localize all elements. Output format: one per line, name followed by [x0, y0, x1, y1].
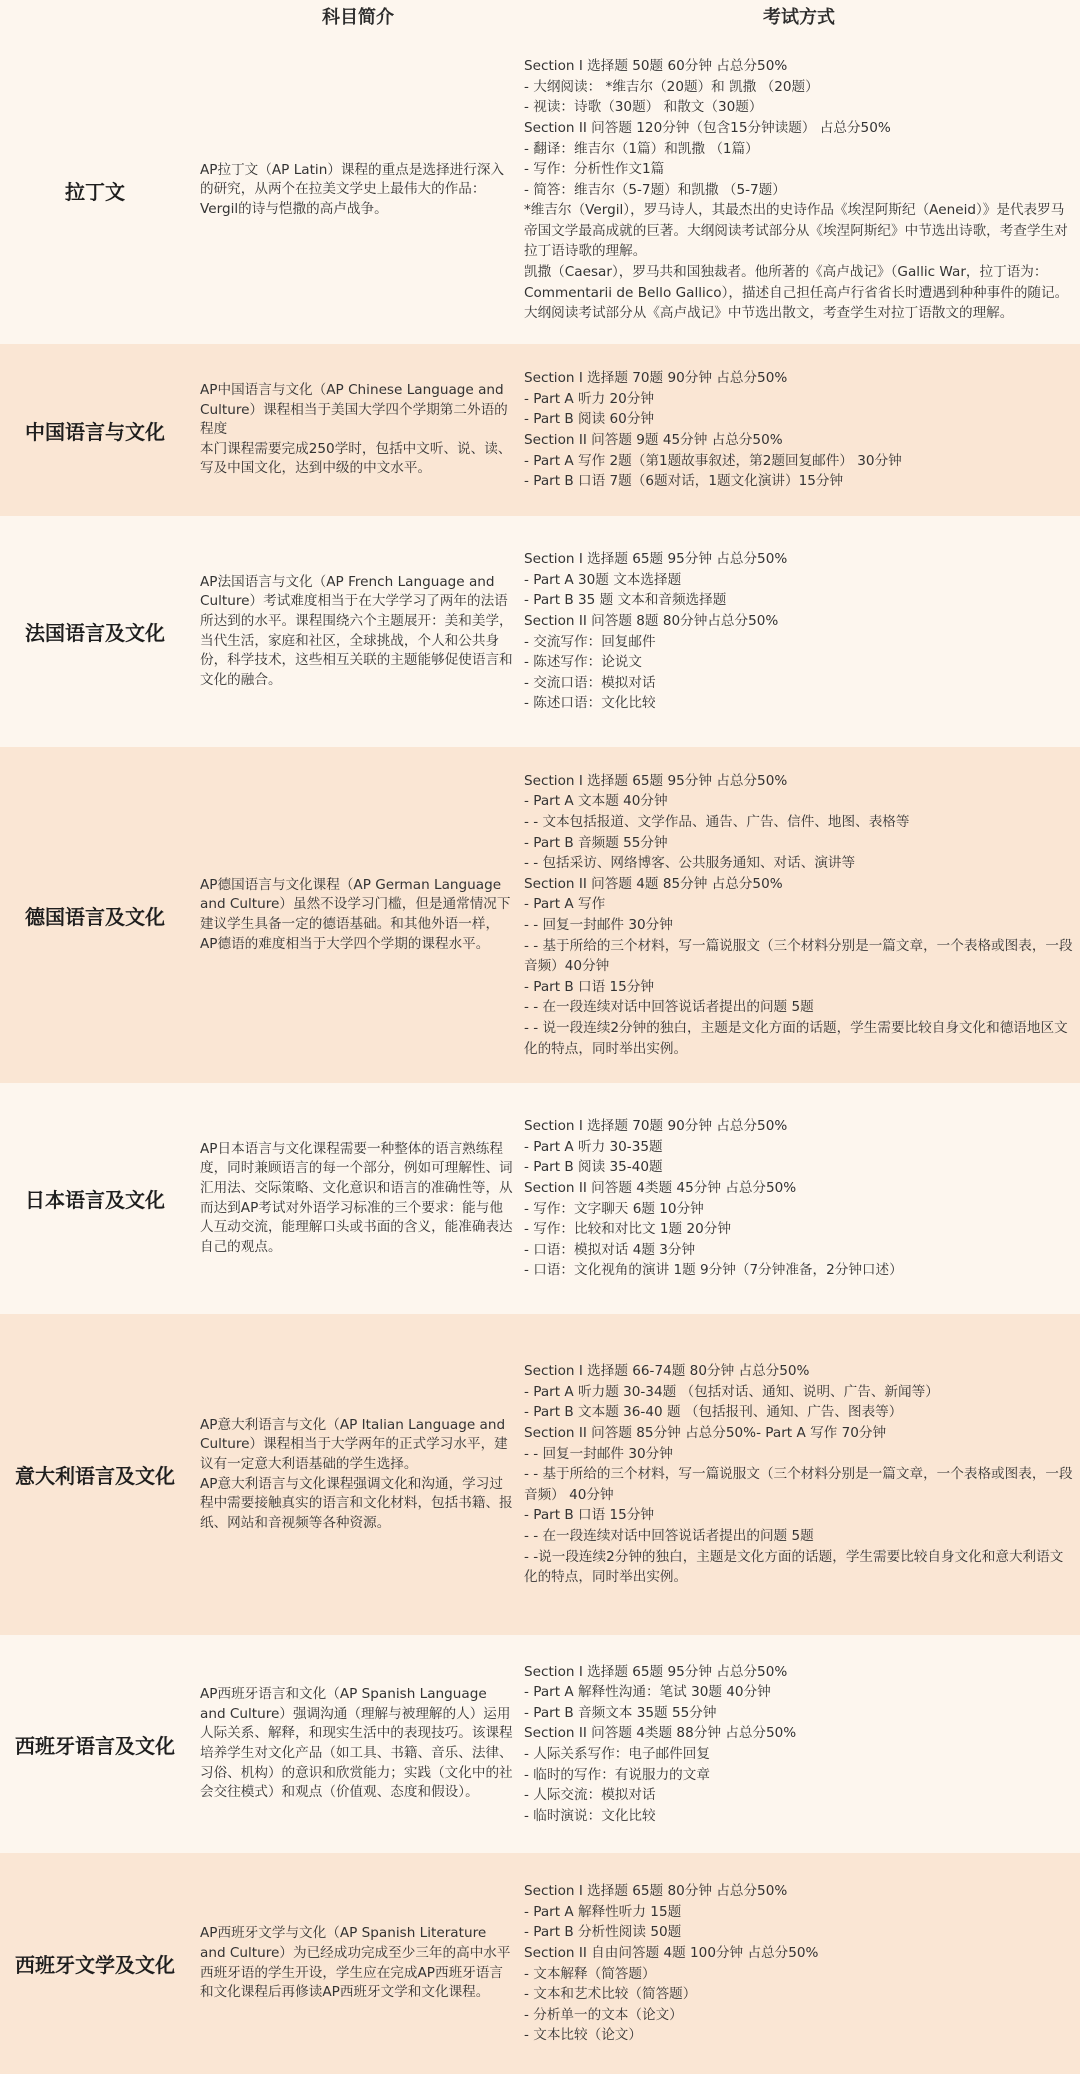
- exam-line: - 写作：文字聊天 6题 10分钟: [524, 1200, 704, 1217]
- exam-line: - Part B 口语 15分钟: [524, 978, 655, 995]
- exam-line: - 文本和艺术比较（简答题）: [524, 1986, 697, 2003]
- table-row: [0, 1314, 1080, 1635]
- exam-line: - Part A 写作: [524, 896, 606, 913]
- exam-line: - Part B 阅读 35-40题: [524, 1159, 663, 1176]
- exam-line: - Part B 分析性阅读 50题: [524, 1924, 682, 1941]
- exam-line: - 文本比较（论文）: [524, 2027, 642, 2044]
- exam-line: - 口语：文化视角的演讲 1题 9分钟（7分钟准备，2分钟口述）: [524, 1262, 903, 1279]
- header-exam: 考试方式: [763, 7, 835, 28]
- exam-line: - Part A 听力 30-35题: [524, 1138, 663, 1155]
- exam-line: - Part A 听力题 30-34题 （包括对话、通知、说明、广告、新闻等）: [524, 1383, 939, 1400]
- subject-name: 法国语言及文化: [25, 621, 165, 645]
- exam-line: - - 回复一封邮件 30分钟: [524, 917, 673, 933]
- exam-line: Section II 问答题 9题 45分钟 占总分50%: [524, 432, 783, 448]
- exam-format: [524, 36, 1074, 344]
- exam-line: - 写作：分析性作文1篇: [524, 161, 665, 178]
- exam-line: - - 文本包括报道、文学作品、通告、广告、信件、地图、表格等: [524, 814, 910, 831]
- subject-name: 中国语言与文化: [25, 419, 165, 444]
- subject-name: 日本语言及文化: [25, 1188, 165, 1212]
- exam-line: Section II 问答题 4类题 45分钟 占总分50%: [524, 1179, 797, 1196]
- exam-line: *维吉尔（Vergil），罗马诗人，其最杰出的史诗作品《埃涅阿斯纪（Aeneid）》是代表罗马帝国文学最高成就的巨著。大纲阅读考试部分从《埃涅阿斯纪》中节选出诗歌，考查学生对拉丁语诗歌的理解。: [524, 202, 1068, 260]
- subject-intro: AP法国语言与文化（AP French Language and Culture）考试难度相当于在大学学习了两年的法语所达到的水平。课程围绕六个主题展开：美和美学，当代生活，家庭和社区，全球挑战，个人和公共身份，科学技术，这些相互关联的主题能够促使语言和文化的融合。: [200, 573, 513, 688]
- exam-line: - - 回复一封邮件 30分钟: [524, 1445, 673, 1462]
- subject-intro: AP德国语言与文化课程（AP German Language and Culture）虽然不设学习门槛，但是通常情况下建议学生具备一定的德语基础。和其他外语一样，AP德语的难度相当于大学四个学期的课程水平。: [200, 876, 511, 952]
- exam-line: - 临时演说：文化比较: [524, 1807, 656, 1824]
- exam-line: - 陈述写作：论说文: [524, 654, 642, 671]
- header-intro: 科目简介: [322, 7, 394, 28]
- exam-line: - - 基于所给的三个材料，写一篇说服文（三个材料分别是一篇文章，一个表格或图表，一段音频） 40分钟: [524, 1466, 1073, 1503]
- exam-line: - Part B 口语 15分钟: [524, 1507, 655, 1524]
- subject-intro: AP日本语言与文化课程需要一种整体的语言熟练程度，同时兼顾语言的每一个部分，例如可理解性、词汇用法、交际策略、文化意识和语言的准确性等，从而达到AP考试对外语学习标准的三个要求：能与他人互动交流，能理解口头或书面的含义，能准确表达自己的观点。: [200, 1140, 513, 1255]
- exam-line: - 视读：诗歌（30题） 和散文（30题）: [524, 99, 763, 116]
- exam-line: - 写作：比较和对比文 1题 20分钟: [524, 1221, 731, 1238]
- exam-line: - - 说一段连续2分钟的独白，主题是文化方面的话题，学生需要比较自身文化和德语地区文化的特点，同时举出实例。: [524, 1019, 1068, 1057]
- table-row: [0, 1635, 1080, 1853]
- exam-format: [524, 344, 1074, 516]
- exam-format: [524, 1083, 1074, 1314]
- table-row: [0, 344, 1080, 516]
- exam-line: - - 基于所给的三个材料，写一篇说服文（三个材料分别是一篇文章，一个表格或图表，一段音频）40分钟: [524, 937, 1073, 975]
- table-row: [0, 747, 1080, 1083]
- subject-intro: AP西班牙文学与文化（AP Spanish Literature and Culture）为已经成功完成至少三年的高中水平西班牙语的学生开设，学生应在完成AP西班牙语言和文化课程后再修读AP西班牙文学和文化课程。: [200, 1925, 511, 2001]
- exam-format: [524, 1314, 1074, 1635]
- exam-line: - Part B 口语 7题（6题对话，1题文化演讲）15分钟: [524, 473, 844, 490]
- exam-line: - Part B 音频题 55分钟: [524, 834, 668, 851]
- table-row: [0, 516, 1080, 747]
- exam-line: - Part B 35 题 文本和音频选择题: [524, 592, 727, 609]
- exam-line: - -说一段连续2分钟的独白，主题是文化方面的话题，学生需要比较自身文化和意大利语文化的特点，同时举出实例。: [524, 1548, 1064, 1586]
- exam-line: - - 在一段连续对话中回答说话者提出的问题 5题: [524, 1527, 814, 1544]
- exam-line: Section II 问答题 4题 85分钟 占总分50%: [524, 875, 783, 892]
- exam-format: [524, 747, 1074, 1083]
- exam-line: - Part A 听力 20分钟: [524, 390, 654, 407]
- exam-line: Section I 选择题 65题 95分钟 占总分50%: [524, 551, 788, 568]
- exam-line: - 大纲阅读： *维吉尔（20题）和 凯撒 （20题）: [524, 78, 819, 95]
- subject-intro: AP拉丁文（AP Latin）课程的重点是选择进行深入的研究，从两个在拉美文学史上最伟大的作品：Vergil的诗与恺撒的高卢战争。: [200, 161, 505, 217]
- exam-line: Section II 问答题 120分钟（包含15分钟读题） 占总分50%: [524, 119, 891, 136]
- table-row: [0, 36, 1080, 344]
- exam-line: - Part A 文本题 40分钟: [524, 793, 668, 810]
- exam-line: - Part B 文本题 36-40 题 （包括报刊、通知、广告、图表等）: [524, 1404, 903, 1421]
- exam-line: Section I 选择题 65题 95分钟 占总分50%: [524, 772, 788, 789]
- exam-line: - Part B 阅读 60分钟: [524, 411, 655, 428]
- exam-line: - 交流写作：回复邮件: [524, 633, 656, 650]
- exam-line: Section II 问答题 4类题 88分钟 占总分50%: [524, 1725, 797, 1742]
- exam-line: 凯撒（Caesar），罗马共和国独裁者。他所著的《高卢战记》（Gallic War，拉丁语为：Commentarii de Bello Gallico），描述自己担任高卢行省省长时遭遇到种种事件的随记。大纲阅读考试部分从《高卢战记》中节选出散文，考查学生对拉丁语散文的理解。: [524, 264, 1069, 322]
- exam-line: - 临时的写作：有说服力的文章: [524, 1766, 710, 1783]
- exam-line: - 人际关系写作：电子邮件回复: [524, 1746, 710, 1762]
- exam-line: - Part A 解释性听力 15题: [524, 1903, 682, 1920]
- exam-line: - 交流口语：模拟对话: [524, 674, 656, 691]
- exam-line: Section II 问答题 8题 80分钟占总分50%: [524, 612, 779, 629]
- exam-line: - 口语：模拟对话 4题 3分钟: [524, 1241, 696, 1258]
- exam-line: - Part A 解释性沟通：笔试 30题 40分钟: [524, 1684, 771, 1701]
- exam-format: [524, 516, 1074, 747]
- exam-line: Section I 选择题 65题 80分钟 占总分50%: [524, 1883, 788, 1900]
- table-row: [0, 1083, 1080, 1314]
- exam-line: - Part A 写作 2题（第1题故事叙述，第2题回复邮件） 30分钟: [524, 452, 902, 469]
- table-row: [0, 1853, 1080, 2074]
- subject-intro: AP意大利语言与文化（AP Italian Language and Culture）课程相当于大学两年的正式学习水平，建议有一定意大利语基础的学生选择。 AP意大利语言与文化课程强调文化和沟通，学习过程中需要接触真实的语言和文化材料，包括书籍、报纸、网站和音视频等各种资源。: [200, 1416, 513, 1531]
- exam-line: - 分析单一的文本（论文）: [524, 2006, 683, 2023]
- exam-line: - - 包括采访、网络博客、公共服务通知、对话、演讲等: [524, 855, 856, 872]
- subject-intro: AP中国语言与文化（AP Chinese Language and Culture）课程相当于美国大学四个学期第二外语的程度 本门课程需要完成250学时，包括中文听、说、读、写及中国文化，达到中级的中文水平。: [200, 382, 512, 477]
- subject-name: 西班牙文学及文化: [15, 1953, 175, 1977]
- subject-name: 西班牙语言及文化: [15, 1733, 175, 1758]
- table-header: [0, 0, 1080, 36]
- exam-line: Section II 问答题 85分钟 占总分50%- Part A 写作 70分钟: [524, 1425, 887, 1442]
- exam-line: - Part B 音频文本 35题 55分钟: [524, 1704, 717, 1721]
- subject-intro: AP西班牙语言和文化（AP Spanish Language and Culture）强调沟通（理解与被理解的人）运用人际关系、解释，和现实生活中的表现技巧。该课程培养学生对文化产品（如工具、书籍、音乐、法律、习俗、机构）的意识和欣赏能力；实践（文化中的社会交往模式）和观点（价值观、态度和假设）。: [200, 1686, 513, 1801]
- subject-name: 意大利语言及文化: [15, 1464, 175, 1488]
- exam-line: Section I 选择题 70题 90分钟 占总分50%: [524, 1118, 788, 1135]
- exam-line: - 翻译：维吉尔（1篇）和凯撒 （1篇）: [524, 140, 759, 157]
- exam-line: - - 在一段连续对话中回答说话者提出的问题 5题: [524, 999, 814, 1016]
- exam-format: [524, 1853, 1074, 2074]
- subject-name: 拉丁文: [65, 179, 125, 204]
- exam-line: Section I 选择题 66-74题 80分钟 占总分50%: [524, 1363, 810, 1380]
- exam-line: - 人际交流：模拟对话: [524, 1787, 656, 1804]
- exam-line: Section I 选择题 50题 60分钟 占总分50%: [524, 58, 788, 75]
- exam-line: Section I 选择题 65题 95分钟 占总分50%: [524, 1663, 788, 1680]
- exam-line: Section II 自由问答题 4题 100分钟 占总分50%: [524, 1944, 819, 1961]
- exam-line: Section I 选择题 70题 90分钟 占总分50%: [524, 370, 788, 387]
- exam-line: - 简答：维吉尔（5-7题）和凯撒 （5-7题）: [524, 181, 786, 198]
- exam-line: - 陈述口语：文化比较: [524, 695, 656, 712]
- exam-line: - Part A 30题 文本选择题: [524, 571, 682, 588]
- subject-name: 德国语言及文化: [25, 904, 165, 929]
- exam-format: [524, 1635, 1074, 1853]
- exam-line: - 文本解释（简答题）: [524, 1965, 656, 1982]
